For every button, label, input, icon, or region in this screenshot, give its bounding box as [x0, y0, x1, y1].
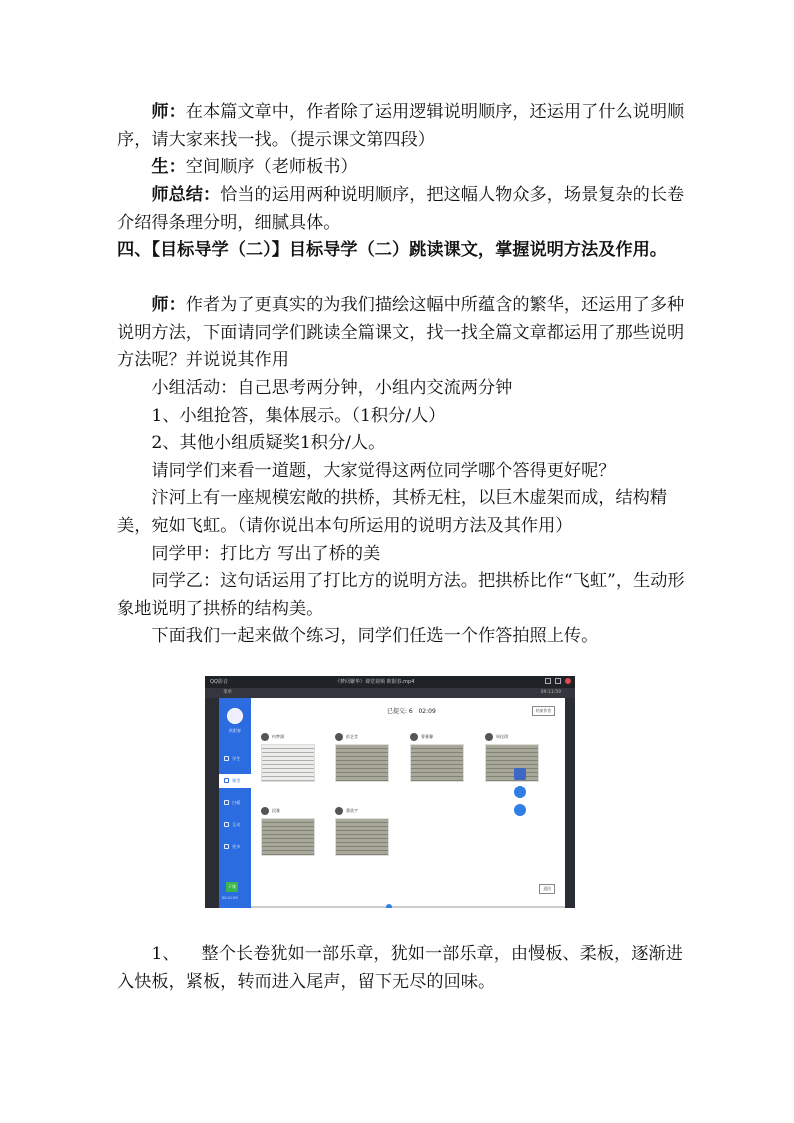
answer-photo[interactable]	[335, 744, 389, 782]
answer-photo[interactable]	[261, 744, 315, 782]
avatar	[335, 733, 343, 741]
answer-photo[interactable]	[261, 818, 315, 856]
player-titlebar	[205, 676, 575, 688]
app-sidebar	[219, 698, 251, 908]
paragraph-text: 在本篇文章中，作者除了运用逻辑说明顺序，还运用了什么说明顺序，请大家来找一找。（提示课文第四段）	[117, 102, 685, 150]
avatar	[335, 807, 343, 815]
submission-panel	[251, 698, 565, 908]
paragraph-teacher-instruction	[117, 292, 687, 375]
sidebar-item-label: 白板	[232, 800, 241, 805]
student-name: 曹雅馨	[421, 734, 433, 739]
paragraph-question: 请同学们来看一道题，大家觉得这两位同学哪个答得更好呢？	[151, 461, 616, 481]
sidebar-item-class[interactable]	[219, 774, 251, 788]
class-icon	[224, 778, 229, 783]
list-number: 1、	[151, 944, 180, 964]
avatar	[261, 807, 269, 815]
sidebar-item-label: 更多	[232, 844, 241, 849]
video-timeline[interactable]	[251, 906, 565, 908]
student-name: 彭艺莹	[346, 734, 358, 739]
avatar	[410, 733, 418, 741]
answer-photo[interactable]	[485, 744, 539, 782]
clock-readout: 09:11:59	[540, 690, 561, 695]
speaker-label: 师：	[151, 295, 186, 315]
timeline-handle[interactable]	[386, 904, 392, 908]
answer-photo[interactable]	[410, 744, 464, 782]
sidebar-item-interact[interactable]	[219, 818, 251, 832]
student-card[interactable]	[335, 806, 395, 856]
maximize-icon[interactable]	[555, 678, 561, 684]
paragraph-exercise: 下面我们一起来做个练习，同学们任选一个作答拍照上传。	[151, 626, 599, 646]
close-icon[interactable]	[565, 678, 571, 684]
end-answer-button[interactable]: 结束作答	[532, 706, 555, 716]
speaker-label: 师总结：	[151, 185, 221, 205]
speaker-label: 生：	[151, 157, 186, 177]
avatar	[227, 708, 243, 724]
student-card[interactable]	[410, 732, 470, 782]
student-card[interactable]	[261, 732, 321, 782]
paragraph-group-activity: 小组活动：自己思考两分钟，小组内交流两分钟	[151, 378, 513, 398]
paragraph-text: 作者为了更真实的为我们描绘这幅中所蕴含的繁华，还运用了多种说明方法，下面请同学们跳读全篇课文，找一找全篇文章都运用了那些说明方法呢？并说说其作用	[117, 295, 685, 370]
player-menubar	[205, 688, 575, 698]
student-card[interactable]	[261, 806, 321, 856]
classroom-app	[219, 698, 565, 908]
list-item-final	[117, 941, 687, 996]
sidebar-item-students[interactable]	[219, 752, 251, 766]
student-card[interactable]	[335, 732, 395, 782]
paragraph-student-b: 同学乙：这句话运用了打比方的说明方法。把拱桥比作“飞虹”，生动形象地说明了拱桥的结构美。	[117, 571, 685, 619]
classroom-screenshot	[205, 676, 575, 908]
student-name: 董欣宇	[346, 808, 358, 813]
avatar	[485, 733, 493, 741]
sidebar-item-label: 学生	[232, 756, 241, 761]
player-app-name: QQ影音	[210, 679, 228, 685]
section-heading: 四、【目标导学（二）】目标导学（二）跳读课文，掌握说明方法及作用。	[117, 240, 667, 260]
avatar	[261, 733, 269, 741]
sidebar-item-label: 互动	[232, 822, 241, 827]
back-button[interactable]: 返回	[539, 884, 555, 894]
class-timer: 00:21:59	[222, 896, 238, 900]
student-name: 周佳琪	[496, 734, 508, 739]
elapsed-time: 02:09	[418, 708, 436, 715]
paragraph-student-answer	[117, 154, 687, 182]
window-controls	[545, 678, 571, 686]
more-icon	[224, 844, 229, 849]
paragraph-text: 整个长卷犹如一部乐章，犹如一部乐章，由慢板、柔板，逐渐进入快板，紧板，转而进入尾声，留下无尽的回味。	[117, 944, 683, 992]
paragraph-student-a: 同学甲：打比方 写出了桥的美	[151, 544, 381, 564]
menu-label[interactable]: 菜单	[223, 690, 232, 695]
interact-icon	[224, 822, 229, 827]
screen-icon[interactable]	[514, 768, 526, 780]
pen-icon[interactable]	[514, 804, 526, 816]
paragraph-teacher-question	[117, 99, 687, 154]
sidebar-item-whiteboard[interactable]	[219, 796, 251, 810]
user-name: 欧阳春	[229, 728, 241, 733]
pin-icon[interactable]	[514, 786, 526, 798]
sidebar-item-more[interactable]	[219, 840, 251, 854]
end-class-button[interactable]: 下课	[226, 882, 238, 892]
speaker-label: 师：	[151, 102, 186, 122]
minimize-icon[interactable]	[545, 678, 551, 684]
video-file-title: 《梦回繁华》课堂视频 欧阳春.mp4	[335, 679, 415, 685]
students-icon	[224, 756, 229, 761]
list-item-rule-2: 2、其他小组质疑奖1积分/人。	[151, 433, 386, 453]
paragraph-text: 恰当的运用两种说明顺序，把这幅人物众多，场景复杂的长卷介绍得条理分明，细腻具体。	[117, 185, 685, 233]
submission-status	[387, 706, 436, 715]
paragraph-teacher-summary	[117, 182, 687, 237]
student-name: 何梦涵	[272, 734, 284, 739]
submitted-count: 已提交: 6	[387, 708, 413, 715]
sidebar-item-label: 课堂	[232, 778, 241, 783]
answer-photo[interactable]	[335, 818, 389, 856]
paragraph-text: 空间顺序（老师板书）	[185, 157, 358, 177]
whiteboard-icon	[224, 800, 229, 805]
list-item-rule-1: 1、小组抢答，集体展示。（1积分/人）	[151, 406, 446, 426]
student-name: 段雅	[272, 808, 280, 813]
paragraph-example-sentence: 汴河上有一座规模宏敞的拱桥，其桥无柱，以巨木虚架而成，结构精美，宛如飞虹。（请你说出本句所运用的说明方法及其作用）	[117, 488, 668, 536]
